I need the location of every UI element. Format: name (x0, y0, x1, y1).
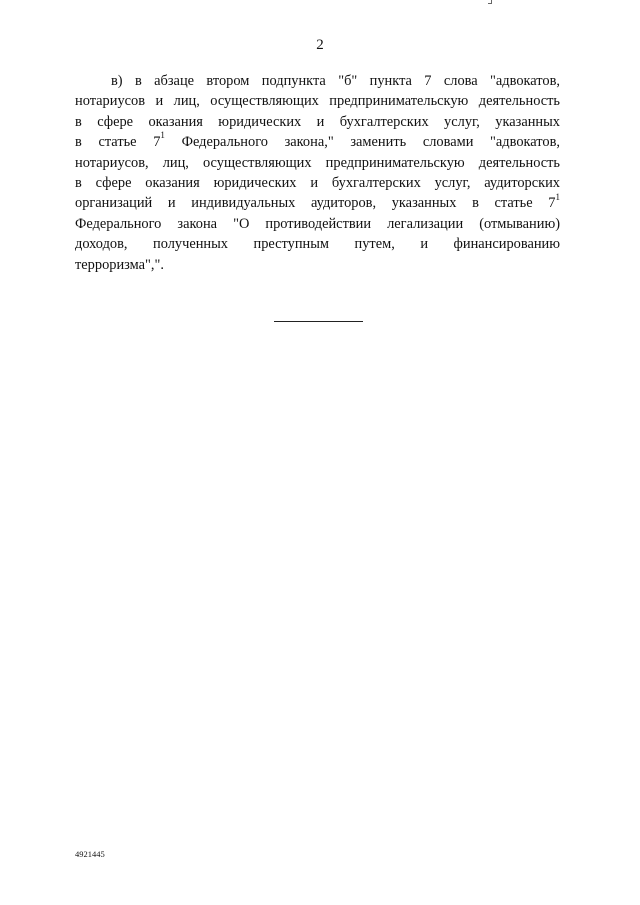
paragraph-line: нотариусов и лиц, осуществляющих предпринимательскую деятельность (75, 93, 560, 110)
paragraph-line: Федерального закона "О противодействии легализации (отмыванию) (75, 215, 560, 232)
paragraph-line (75, 132, 560, 152)
page-number: 2 (316, 37, 324, 53)
corner-tick-mark (488, 0, 492, 4)
line-text: Федерального закона," заменить словами "адвокатов, (164, 134, 560, 151)
end-of-text-separator (274, 321, 363, 322)
superscript-article-number: 1 (555, 191, 560, 202)
paragraph-line (75, 193, 560, 213)
superscript-article-number: 1 (160, 130, 165, 141)
paragraph-line: в сфере оказания юридических и бухгалтерских услуг, указанных (75, 113, 560, 130)
document-code: 4921445 (75, 849, 105, 859)
amendment-paragraph (75, 71, 560, 275)
line-text: в статье 7 (75, 134, 161, 151)
paragraph-line: нотариусов, лиц, осуществляющих предпринимательскую деятельность (75, 154, 560, 171)
paragraph-line: в сфере оказания юридических и бухгалтерских услуг, аудиторских (75, 174, 560, 191)
line-text: организаций и индивидуальных аудиторов, указанных в статье 7 (75, 195, 556, 212)
paragraph-line: в) в абзаце втором подпункта "б" пункта 7 слова "адвокатов, (111, 73, 560, 89)
paragraph-line: доходов, полученных преступным путем, и финансированию (75, 236, 560, 253)
paragraph-line: терроризма",". (75, 256, 164, 273)
